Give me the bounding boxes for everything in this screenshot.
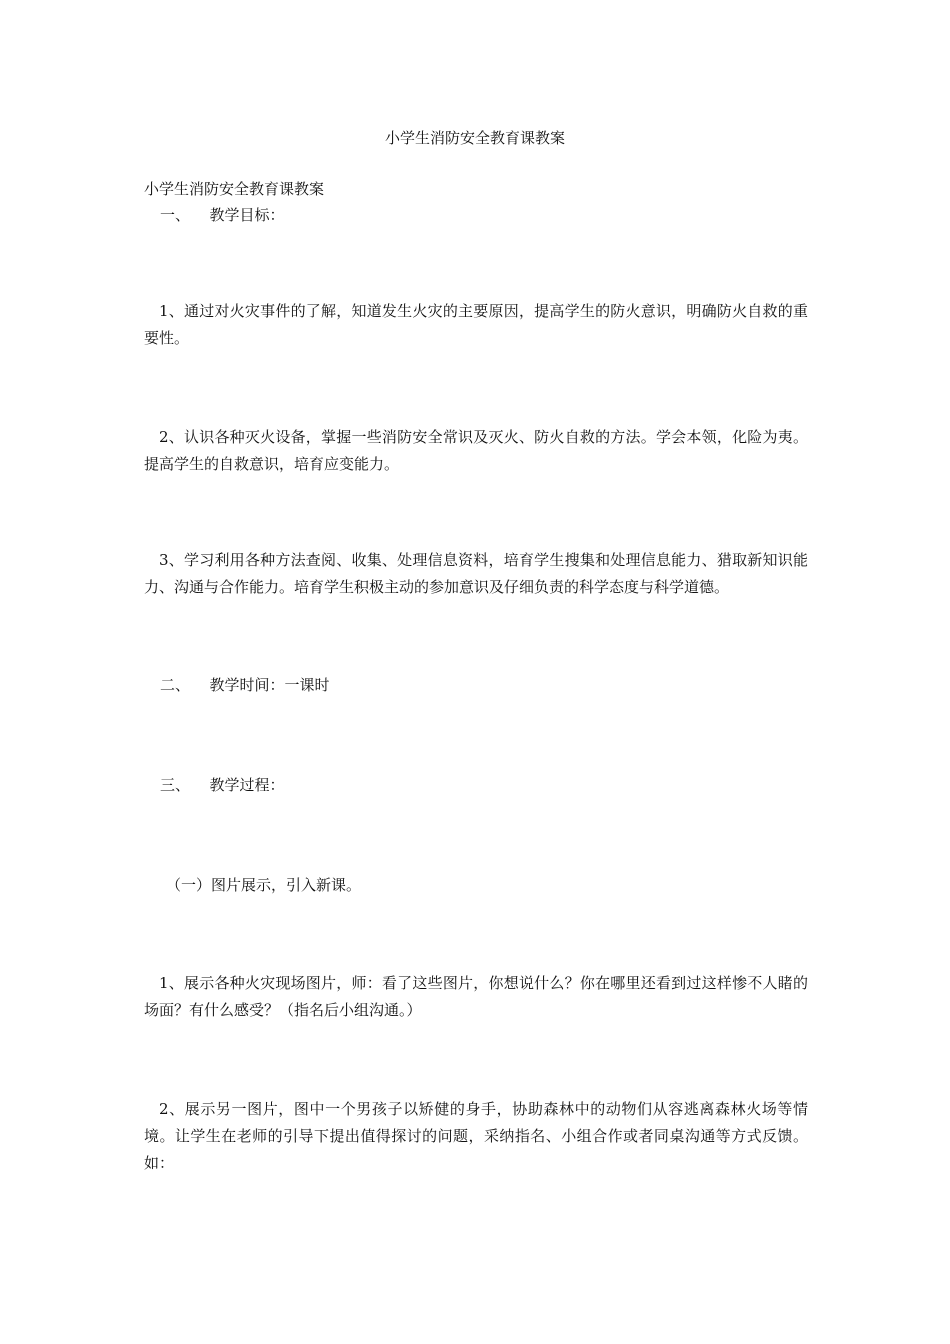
section-label: 教学时间：一课时: [209, 676, 330, 694]
section-label: 教学目标：: [209, 206, 285, 224]
step-item-2: 2、展示另一图片，图中一个男孩子以矫健的身手，协助森林中的动物们从容逃离森林火场等情境。让学生在老师的引导下提出值得探讨的问题，采纳指名、小组合作或者同桌沟通等方式反馈。如：: [144, 1100, 808, 1172]
section-heading-process: [144, 772, 808, 799]
document-title: 小学生消防安全教育课教案: [384, 129, 565, 147]
step-title: （一）图片展示，引入新课。: [166, 876, 362, 894]
goal-paragraph-3: 3、学习利用各种方法查阅、收集、处理信息资料，培育学生搜集和处理信息能力、猎取新知识能力、沟通与合作能力。培育学生积极主动的参加意识及仔细负责的科学态度与科学道德。: [144, 551, 808, 596]
step-item-1: 1、展示各种火灾现场图片，师：看了这些图片，你想说什么？你在哪里还看到过这样惨不人睹的场面？有什么感受？（指名后小组沟通。）: [144, 974, 808, 1019]
goal-paragraph-2: 2、认识各种灭火设备，掌握一些消防安全常识及灭火、防火自救的方法。学会本领，化险为夷。提高学生的自救意识，培育应变能力。: [144, 428, 808, 473]
section-number: 三、: [160, 776, 191, 794]
section-heading-goals: [144, 202, 808, 229]
section-number: 一、: [160, 206, 191, 224]
document-subtitle: 小学生消防安全教育课教案: [144, 180, 325, 198]
section-label: 教学过程：: [209, 776, 285, 794]
goal-paragraph-1: 1、通过对火灾事件的了解，知道发生火灾的主要原因，提高学生的防火意识，明确防火自救的重要性。: [144, 302, 808, 347]
section-heading-time: [144, 672, 808, 699]
section-number: 二、: [160, 676, 191, 694]
